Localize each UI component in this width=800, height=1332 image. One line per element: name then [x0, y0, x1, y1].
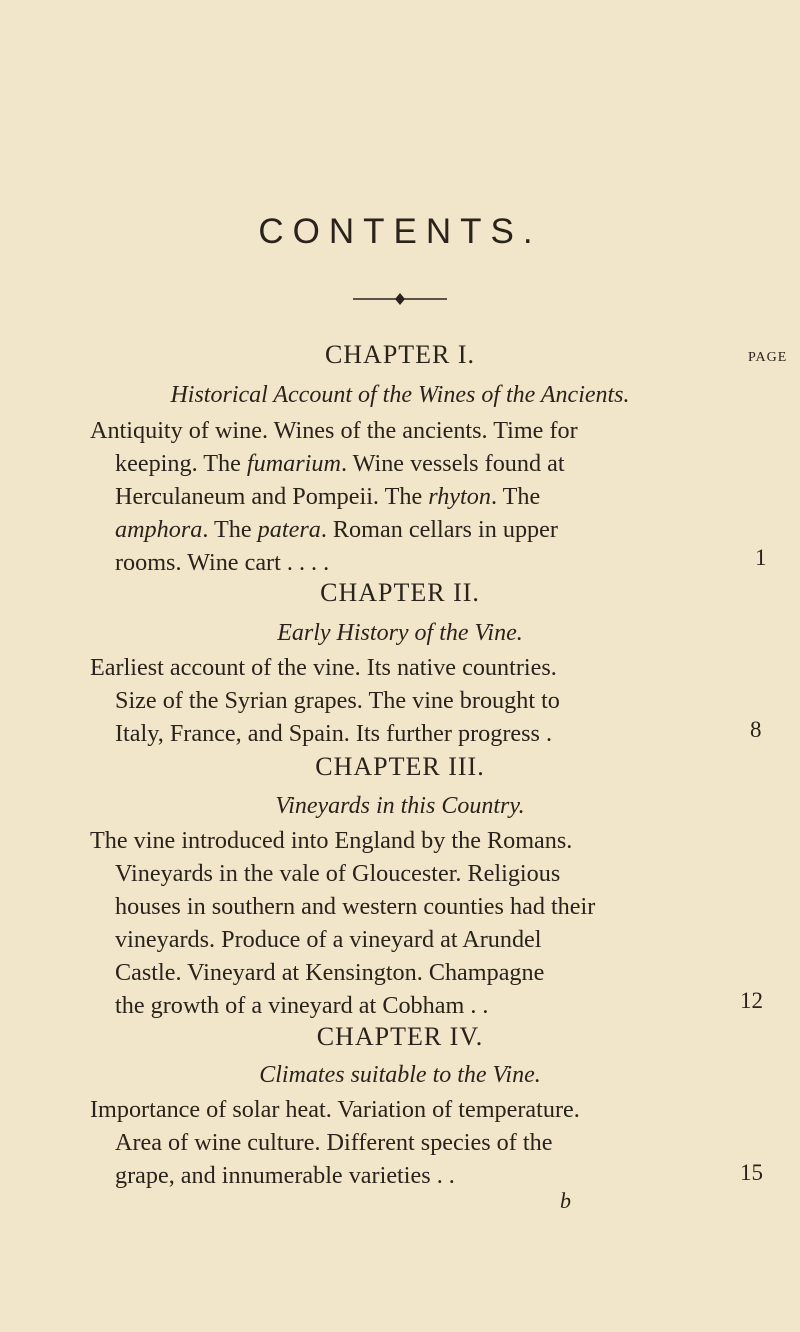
- page-column-label: PAGE: [748, 350, 788, 365]
- summary-line: Size of the Syrian grapes. The vine brought to: [115, 687, 560, 714]
- summary-line: keeping. The fumarium. Wine vessels found at: [115, 450, 565, 477]
- signature-mark: b: [560, 1188, 571, 1213]
- chapter-heading: CHAPTER II.: [320, 578, 480, 607]
- summary-line: rooms. Wine cart . . . .: [115, 549, 330, 576]
- summary-line: houses in southern and western counties had their: [115, 893, 596, 920]
- chapter-summary: [90, 651, 680, 750]
- summary-line: The vine introduced into England by the Romans.: [90, 827, 573, 854]
- chapter-summary: [90, 824, 680, 1022]
- summary-line: Castle. Vineyard at Kensington. Champagne: [115, 959, 545, 986]
- summary-line: Italy, France, and Spain. Its further progress .: [115, 720, 553, 747]
- chapter-summary: [90, 1093, 680, 1192]
- page-number: 1: [755, 545, 767, 570]
- summary-line: Earliest account of the vine. Its native countries.: [90, 654, 557, 681]
- chapter-subtitle: Vineyards in this Country.: [275, 793, 525, 819]
- chapter-subtitle: Early History of the Vine.: [277, 620, 523, 646]
- summary-line: Antiquity of wine. Wines of the ancients. Time for: [90, 417, 578, 444]
- page-number: 8: [750, 717, 762, 742]
- page-title: CONTENTS.: [258, 212, 542, 251]
- chapter-heading: CHAPTER III.: [315, 752, 485, 781]
- chapter-heading: CHAPTER I.: [324, 340, 476, 369]
- summary-line: Vineyards in the vale of Gloucester. Religious: [115, 860, 561, 887]
- summary-line: the growth of a vineyard at Cobham . .: [115, 992, 489, 1019]
- summary-line: vineyards. Produce of a vineyard at Arundel: [115, 926, 542, 953]
- chapter-subtitle: Climates suitable to the Vine.: [259, 1062, 541, 1088]
- divider-ornament: [345, 292, 455, 306]
- page-number: 12: [740, 988, 763, 1013]
- summary-line: Area of wine culture. Different species of the: [115, 1129, 553, 1156]
- summary-line: amphora. The patera. Roman cellars in upper: [115, 516, 558, 543]
- chapter-summary: [90, 414, 680, 579]
- summary-line: Importance of solar heat. Variation of temperature.: [90, 1096, 580, 1123]
- summary-line: Herculaneum and Pompeii. The rhyton. The: [115, 483, 541, 510]
- chapter-subtitle: Historical Account of the Wines of the Ancients.: [170, 382, 630, 408]
- chapter-heading: CHAPTER IV.: [316, 1022, 484, 1051]
- summary-line: grape, and innumerable varieties . .: [115, 1162, 455, 1189]
- page-number: 15: [740, 1160, 763, 1185]
